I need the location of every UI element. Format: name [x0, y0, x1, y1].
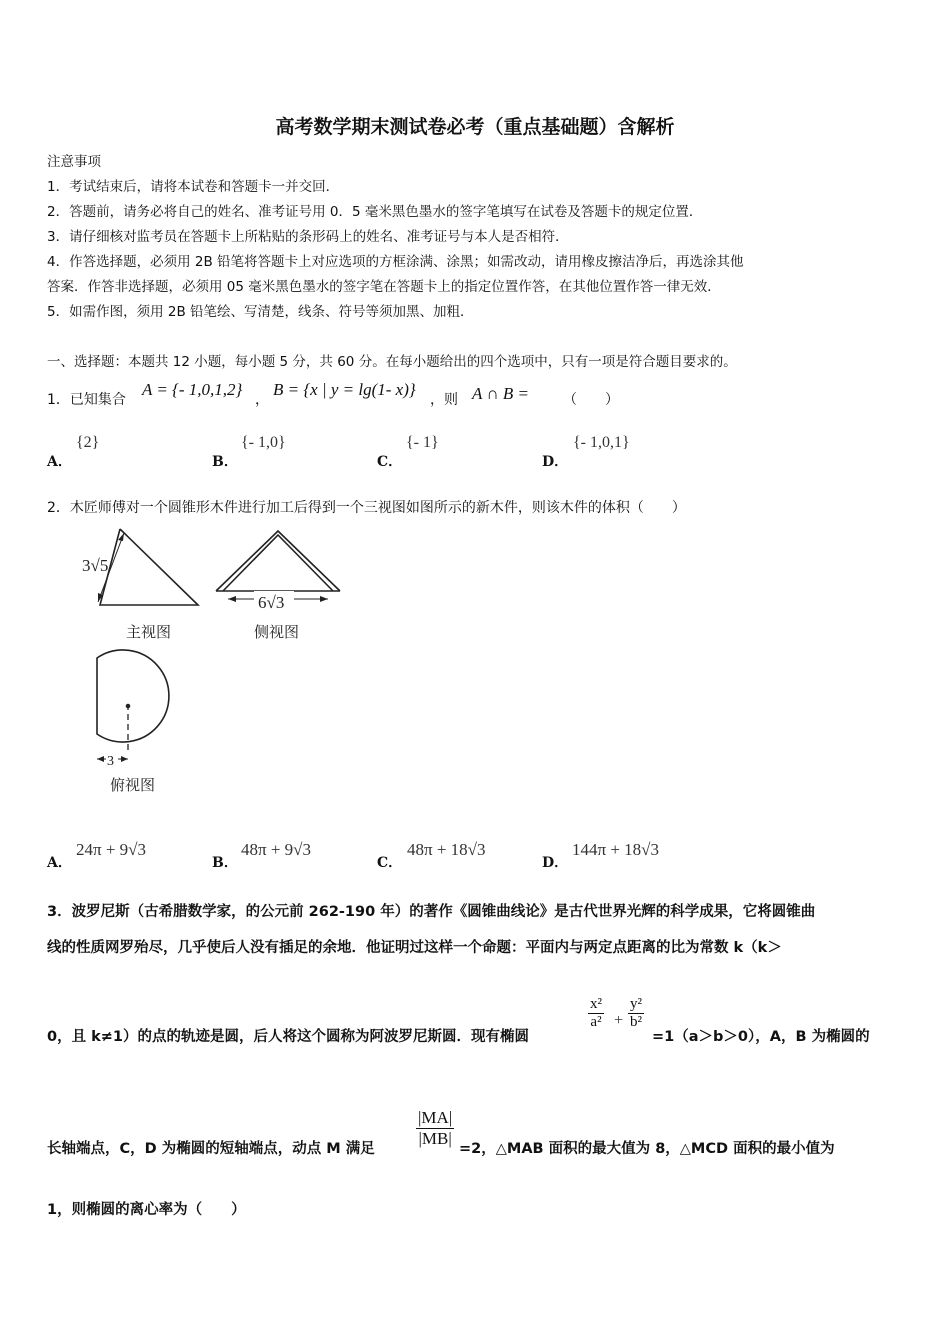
q1-option-a-label: A． [47, 454, 72, 470]
three-view-figure [78, 525, 348, 800]
q3-line-2: 线的性质网罗殆尽，几乎使后人没有插足的余地．他证明过这样一个命题：平面内与两定点距离的比为常数 k（k＞ [47, 940, 782, 956]
plus-sign: + [614, 1012, 624, 1029]
q2-option-b-value: 48π + 9√3 [241, 840, 312, 859]
q1-prefix: 1．已知集合 [47, 392, 126, 408]
q3-line-3b: =1（a＞b＞0），A，B 为椭圆的 [652, 1029, 870, 1045]
q1-paren: （ ） [563, 392, 619, 408]
q1-set-a: A = {- 1,0,1,2} [142, 380, 243, 399]
q2-text: 2．木匠师傅对一个圆锥形木件进行加工后得到一个三视图如图所示的新木件，则该木件的体积（ ） [47, 500, 686, 516]
ellipse-x-fraction [588, 996, 604, 1031]
front-view-dimension: 3√5 [82, 556, 109, 575]
distance-ratio-fraction [416, 1108, 454, 1149]
front-view-caption: 主视图 [126, 623, 172, 641]
q3-line-4a: 长轴端点，C，D 为椭圆的短轴端点，动点 M 满足 [47, 1141, 375, 1157]
q1-expr: A ∩ B = [472, 384, 529, 403]
side-view-caption: 侧视图 [254, 623, 300, 641]
q2-option-d-label: D． [542, 855, 569, 871]
q2-option-a-value: 24π + 9√3 [76, 840, 147, 859]
fraction-numerator: |MA| [418, 1108, 453, 1127]
q1-option-b-label: B． [212, 454, 238, 470]
side-view-dimension: 6√3 [258, 593, 285, 612]
notice-heading: 注意事项 [47, 154, 101, 170]
q1-option-c-label: C． [377, 454, 403, 470]
q1-option-d-label: D． [542, 454, 569, 470]
q3-line-4b: =2，△MAB 面积的最大值为 8，△MCD 面积的最小值为 [459, 1141, 835, 1157]
top-view-dimension: 3 [107, 754, 114, 769]
q2-option-c-value: 48π + 18√3 [407, 840, 486, 859]
fraction-numerator: x² [590, 996, 602, 1012]
q2-option-d-value: 144π + 18√3 [572, 840, 660, 859]
q1-option-c-value: {- 1} [406, 434, 439, 451]
notice-item: 3．请仔细核对监考员在答题卡上所粘贴的条形码上的姓名、准考证号与本人是否相符． [47, 229, 569, 245]
fraction-denominator: a² [590, 1014, 602, 1030]
q2-option-a-label: A． [47, 855, 72, 871]
notice-item: 1．考试结束后，请将本试卷和答题卡一并交回． [47, 179, 340, 195]
q1-sep: ， [255, 392, 269, 408]
q1-option-a-value: {2} [76, 434, 100, 451]
notice-item: 2．答题前，请务必将自己的姓名、准考证号用 0．5 毫米黑色墨水的签字笔填写在试卷及答题卡的规定位置． [47, 204, 703, 220]
fraction-numerator: y² [630, 996, 642, 1012]
ellipse-y-fraction [628, 996, 644, 1031]
fraction-denominator: b² [630, 1014, 642, 1030]
notice-item: 答案．作答非选择题，必须用 05 毫米黑色墨水的签字笔在答题卡上的指定位置作答，在其他位置作答一律无效． [47, 279, 721, 295]
q1-set-b: B = {x | y = lg(1- x)} [273, 380, 416, 399]
q1-option-d-value: {- 1,0,1} [573, 434, 630, 451]
q2-option-c-label: C． [377, 855, 403, 871]
q1-suffix: ，则 [430, 392, 458, 408]
notice-item: 4．作答选择题，必须用 2B 铅笔将答题卡上对应选项的方框涂满、涂黑；如需改动，请用橡皮擦洁净后，再选涂其他 [47, 254, 744, 270]
top-view-caption: 俯视图 [110, 776, 156, 794]
notice-item: 5．如需作图，须用 2B 铅笔绘、写清楚，线条、符号等须加黑、加粗． [47, 304, 474, 320]
page-title: 高考数学期末测试卷必考（重点基础题）含解析 [275, 116, 675, 138]
fraction-denominator: |MB| [418, 1129, 452, 1148]
q1-option-b-value: {- 1,0} [241, 434, 286, 451]
q3-line-3a: 0，且 k≠1）的点的轨迹是圆，后人将这个圆称为阿波罗尼斯圆．现有椭圆 [47, 1029, 530, 1045]
q2-option-b-label: B． [212, 855, 238, 871]
top-view [97, 650, 169, 762]
front-view [98, 529, 198, 605]
q3-line-5: 1，则椭圆的离心率为（ ） [47, 1202, 246, 1218]
section-heading: 一、选择题：本题共 12 小题，每小题 5 分，共 60 分。在每小题给出的四个选项中，只有一项是符合题目要求的。 [47, 354, 737, 370]
q3-line-1: 3．波罗尼斯（古希腊数学家，的公元前 262-190 年）的著作《圆锥曲线论》是古代世界光辉的科学成果，它将圆锥曲 [47, 904, 816, 920]
